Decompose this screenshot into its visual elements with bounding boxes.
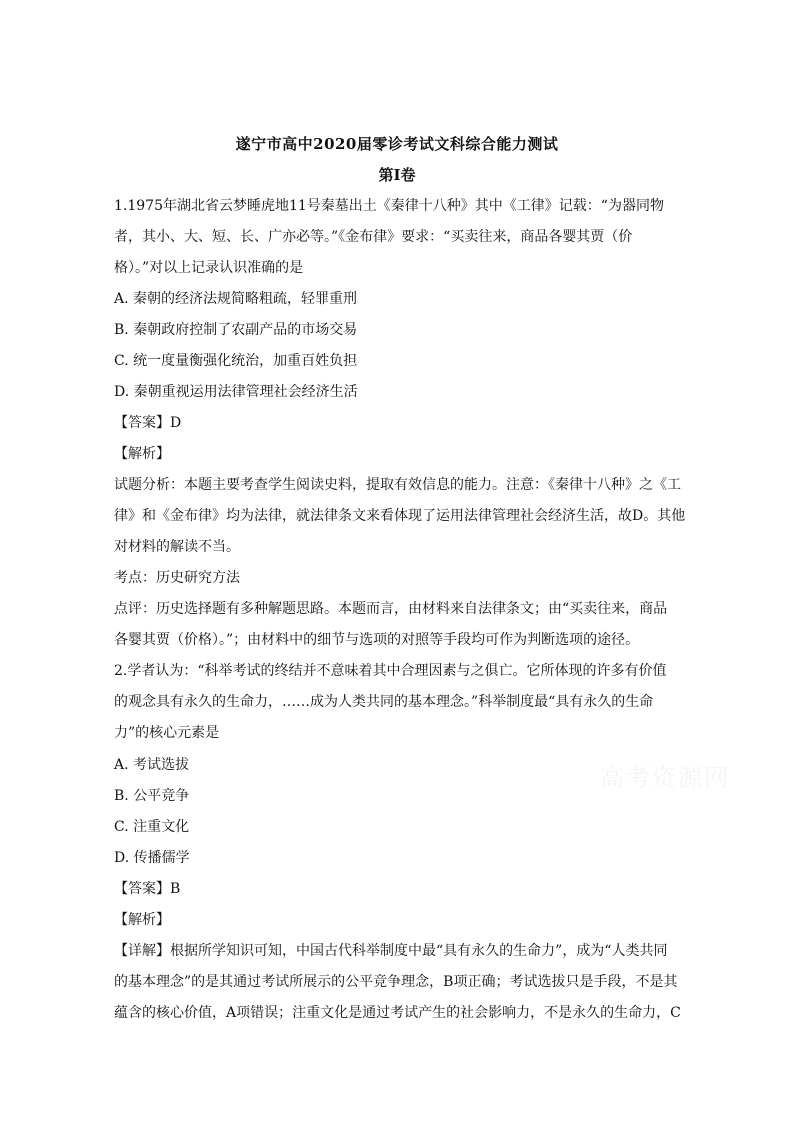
question-2-stem: 力”的核心元素是	[114, 725, 220, 741]
question-1-option-b: B. 秦朝政府控制了农副产品的市场交易	[114, 322, 358, 338]
question-2-analysis: 【详解】根据所学知识可知，中国古代科举制度中最“具有永久的生命力”，成为“人类共同	[114, 943, 668, 959]
question-2-stem: 2.学者认为：“科举考试的终结并不意味着其中合理因素与之俱亡。它所体现的许多有价值	[114, 663, 667, 679]
question-1-comment: 点评：历史选择题有多种解题思路。本题而言，由材料来自法律条文；由“买卖往来，商品	[114, 601, 668, 617]
question-1-analysis: 律》和《金布律》均为法律，就法律条文来看体现了运用法律管理社会经济生活，故D。其他	[114, 508, 686, 524]
question-1-analysis: 对材料的解读不当。	[114, 539, 240, 555]
question-1-option-a: A. 秦朝的经济法规简略粗疏，轻罪重刑	[114, 291, 358, 307]
question-2-stem: 的观念具有永久的生命力，……成为人类共同的基本理念。”科举制度最“具有永久的生命	[114, 694, 654, 710]
question-1-stem: 者，其小、大、短、长、广亦必等。”《金布律》要求：“买卖往来，商品各婴其贾（价	[114, 229, 633, 245]
question-2-option-b: B. 公平竞争	[114, 788, 190, 804]
question-1-option-d: D. 秦朝重视运用法律管理社会经济生活	[114, 384, 358, 400]
question-1-answer: 【答案】D	[114, 415, 182, 431]
question-2-option-d: D. 传播儒学	[114, 850, 190, 866]
question-2-analysis-label: 【解析】	[114, 912, 170, 928]
question-1-keypoint: 考点：历史研究方法	[114, 570, 240, 586]
section-heading: 第Ⅰ卷	[378, 166, 416, 184]
question-1-analysis-label: 【解析】	[114, 446, 170, 462]
question-1-option-c: C. 统一度量衡强化统治，加重百姓负担	[114, 353, 358, 369]
document-title: 遂宁市高中2020届零诊考试文科综合能力测试	[235, 135, 559, 153]
question-2-option-c: C. 注重文化	[114, 819, 190, 835]
question-2-option-a: A. 考试选拔	[114, 757, 190, 773]
watermark: 高考资源网	[600, 764, 730, 792]
question-2-answer: 【答案】B	[114, 881, 181, 897]
question-2-analysis: 的基本理念”的是其通过考试所展示的公平竞争理念，B项正确；考试选拔只是手段，不是其	[114, 974, 678, 990]
question-1-stem: 格）。”对以上记录认识准确的是	[114, 260, 304, 276]
question-1-stem: 1.1975年湖北省云梦睡虎地11号秦墓出土《秦律十八种》其中《工律》记载：“为器同物	[114, 198, 664, 214]
question-1-comment: 各婴其贾（价格）。”；由材料中的细节与选项的对照等手段均可作为判断选项的途径。	[114, 632, 640, 648]
question-2-analysis: 蕴含的核心价值，A项错误；注重文化是通过考试产生的社会影响力，不是永久的生命力，C	[114, 1005, 681, 1021]
question-1-analysis: 试题分析：本题主要考查学生阅读史料，提取有效信息的能力。注意：《秦律十八种》之《工	[114, 477, 681, 493]
